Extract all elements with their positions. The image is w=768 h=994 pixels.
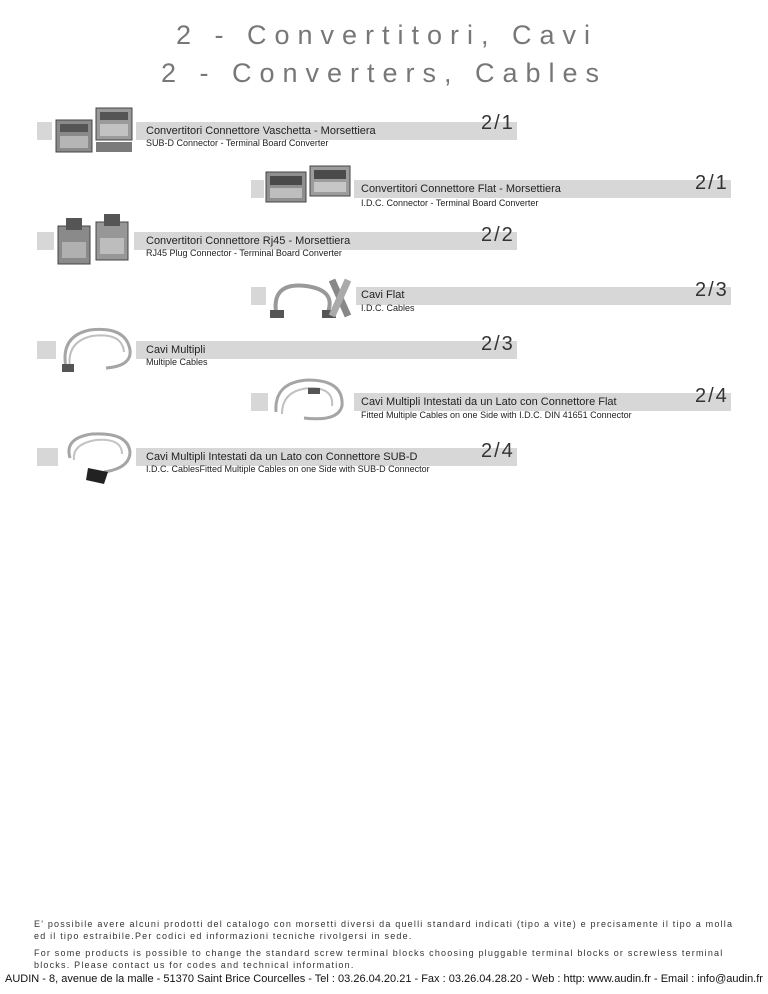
entry-sub: I.D.C. CablesFitted Multiple Cables on one Side with SUB-D Connector — [146, 464, 430, 474]
footer-note-english: For some products is possible to change the standard screw terminal blocks choosing pluggable terminal blocks or screwless terminal blocks. Please contact us for codes and technical information. — [34, 948, 724, 970]
entry-sub: RJ45 Plug Connector - Terminal Board Converter — [146, 248, 342, 258]
multiple-cable-flat-image — [268, 372, 354, 426]
entry-sub: Fitted Multiple Cables on one Side with I.D.C. DIN 41651 Connector — [361, 410, 632, 420]
entry-sub: I.D.C. Connector - Terminal Board Converter — [361, 198, 539, 208]
entry-page-number[interactable]: 2/4 — [695, 385, 729, 407]
flat-cable-image — [266, 272, 356, 322]
entry-sub: SUB-D Connector - Terminal Board Converter — [146, 138, 329, 148]
idc-converter-image — [264, 160, 354, 210]
entry-page-number[interactable]: 2/3 — [481, 333, 515, 355]
entry-page-number[interactable]: 2/3 — [695, 279, 729, 301]
footer-note-italian: E' possibile avere alcuni prodotti del catalogo con morsetti diversi da quelli standard indicati (tipo a vite) e precisamente il tipo a molla ed il tipo estraibile.Per codici ed informazioni tecniche rivolgersi in sede. — [34, 919, 734, 941]
terminal-board-converter-image — [52, 100, 136, 162]
multiple-cable-subd-image — [58, 428, 136, 488]
entry-tab — [37, 448, 47, 466]
entry-label: Convertitori Connettore Vaschetta - Morsettiera — [146, 125, 376, 137]
entry-tab — [37, 232, 47, 250]
entry-tab — [251, 287, 261, 305]
entry-label: Convertitori Connettore Flat - Morsettiera — [361, 183, 561, 195]
entry-tab — [37, 122, 47, 140]
entry-label: Cavi Multipli Intestati da un Lato con Connettore SUB-D — [146, 451, 418, 463]
page-title-italian: 2 - Convertitori, Cavi — [175, 20, 599, 50]
entry-label: Cavi Multipli Intestati da un Lato con Connettore Flat — [361, 396, 617, 408]
entry-label: Cavi Flat — [361, 289, 405, 301]
entry-tab — [37, 341, 47, 359]
entry-tab — [251, 393, 261, 411]
entry-page-number[interactable]: 2/4 — [481, 440, 515, 462]
entry-label: Cavi Multipli — [146, 344, 206, 356]
entry-label: Convertitori Connettore Rj45 - Morsettiera — [146, 235, 351, 247]
multiple-cable-image — [56, 320, 136, 376]
rj45-converter-image — [54, 212, 134, 270]
entry-page-number[interactable]: 2/1 — [481, 112, 515, 134]
entry-page-number[interactable]: 2/2 — [481, 224, 515, 246]
entry-sub: I.D.C. Cables — [361, 303, 415, 313]
entry-sub: Multiple Cables — [146, 357, 208, 367]
page-title-english: 2 - Converters, Cables — [160, 58, 608, 88]
entry-tab — [251, 180, 261, 198]
entry-page-number[interactable]: 2/1 — [695, 172, 729, 194]
company-address: AUDIN - 8, avenue de la malle - 51370 Saint Brice Courcelles - Tel : 03.26.04.20.21 - Fax : 03.26.04.28.20 - Web : http: www.audin.fr - Email : info@audin.fr — [5, 973, 763, 985]
